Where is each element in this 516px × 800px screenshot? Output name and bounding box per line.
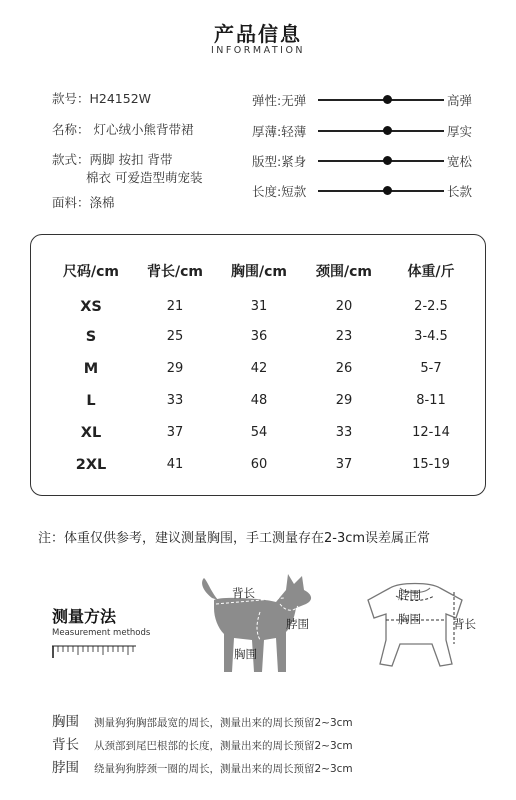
scale-thickness — [252, 122, 472, 140]
table-cell: 31 — [250, 299, 268, 314]
scale-marker — [383, 156, 392, 165]
table-header-cell: 胸围/cm — [231, 264, 287, 280]
scale-left-label: 长度:短款 — [252, 184, 307, 199]
table-cell: 33 — [335, 425, 353, 440]
legend-desc: 绕量狗狗脖颈一圈的周长，测量出来的周长预留2~3cm — [94, 763, 353, 775]
table-cell: 3-4.5 — [414, 329, 448, 344]
legend-key: 胸围 — [52, 714, 79, 730]
scale-track — [318, 130, 444, 132]
table-cell: 5-7 — [420, 361, 442, 376]
table-cell: 2-2.5 — [414, 299, 448, 314]
scale-track — [318, 99, 444, 101]
table-cell: 54 — [250, 425, 268, 440]
table-size-cell: 2XL — [75, 457, 107, 473]
table-cell: 37 — [166, 425, 184, 440]
table-cell: 42 — [250, 361, 268, 376]
measure-subtitle: Measurement methods — [52, 628, 151, 638]
ruler-icon — [52, 644, 136, 660]
table-cell: 48 — [250, 393, 268, 408]
table-size-cell: M — [83, 361, 99, 377]
legend-key: 背长 — [52, 737, 79, 753]
dog-label-back: 背长 — [232, 586, 255, 600]
table-header-cell: 颈围/cm — [316, 264, 372, 280]
weight-note: 注：体重仅供参考，建议测量胸围，手工测量存在2-3cm误差属正常 — [38, 531, 431, 546]
page-title: 产品信息 — [214, 22, 302, 46]
legend-item-neck — [52, 756, 353, 776]
legend-key: 脖围 — [52, 760, 79, 776]
table-cell: 41 — [166, 457, 184, 472]
size-table — [30, 234, 486, 496]
scale-left-label: 弹性:无弹 — [252, 93, 307, 108]
scale-elasticity — [252, 91, 472, 109]
info-style-line2: 棉衣 可爱造型萌宠装 — [86, 170, 203, 185]
scale-right-label: 宽松 — [446, 154, 472, 169]
table-cell: 25 — [166, 329, 184, 344]
table-cell: 23 — [335, 329, 353, 344]
table-size-cell: L — [86, 393, 96, 409]
table-cell: 29 — [166, 361, 184, 376]
scale-length — [252, 182, 472, 200]
scale-left-label: 版型:紧身 — [252, 154, 307, 169]
info-fabric: 面料：涤棉 — [52, 195, 115, 210]
table-cell: 21 — [166, 299, 184, 314]
table-cell: 15-19 — [412, 457, 450, 472]
garment-label-neck: 脖围 — [398, 588, 421, 602]
dog-silhouette-icon — [190, 568, 340, 680]
legend-item-chest — [52, 710, 353, 730]
page-subtitle: INFORMATION — [210, 45, 306, 56]
table-cell: 60 — [250, 457, 268, 472]
legend-item-back — [52, 733, 353, 753]
table-cell: 29 — [335, 393, 353, 408]
legend-desc: 测量狗狗胸部最宽的周长，测量出来的周长预留2~3cm — [94, 717, 353, 729]
scale-right-label: 厚实 — [446, 124, 472, 139]
info-style-line1: 款式：两脚 按扣 背带 — [52, 152, 173, 167]
table-header-cell: 背长/cm — [147, 264, 203, 280]
scale-fit — [252, 152, 472, 170]
table-header-cell: 体重/斤 — [407, 264, 455, 280]
table-cell: 26 — [335, 361, 353, 376]
scale-marker — [383, 186, 392, 195]
legend-desc: 从颈部到尾巴根部的长度，测量出来的周长预留2~3cm — [94, 740, 353, 752]
scale-marker — [383, 95, 392, 104]
table-size-cell: XL — [80, 425, 102, 441]
table-header-cell: 尺码/cm — [63, 264, 119, 280]
table-size-cell: XS — [80, 299, 102, 315]
garment-label-back: 背长 — [453, 617, 476, 631]
measure-title: 测量方法 — [52, 607, 117, 626]
scale-right-label: 高弹 — [446, 93, 472, 108]
table-cell: 37 — [335, 457, 353, 472]
scale-left-label: 厚薄:轻薄 — [252, 124, 307, 139]
scale-track — [318, 160, 444, 162]
table-cell: 20 — [335, 299, 353, 314]
scale-right-label: 长款 — [446, 184, 472, 199]
scale-track — [318, 190, 444, 192]
dog-label-neck: 脖围 — [286, 617, 309, 631]
info-style — [52, 151, 202, 187]
table-size-cell: S — [85, 329, 97, 345]
table-cell: 33 — [166, 393, 184, 408]
table-cell: 36 — [250, 329, 268, 344]
scale-marker — [383, 126, 392, 135]
info-model: 款号：H24152W — [52, 91, 152, 106]
garment-label-chest: 胸围 — [398, 612, 421, 626]
table-cell: 8-11 — [416, 393, 446, 408]
info-name: 名称： 灯心绒小熊背带裙 — [52, 122, 194, 137]
table-cell: 12-14 — [412, 425, 450, 440]
dog-label-chest: 胸围 — [234, 647, 257, 661]
